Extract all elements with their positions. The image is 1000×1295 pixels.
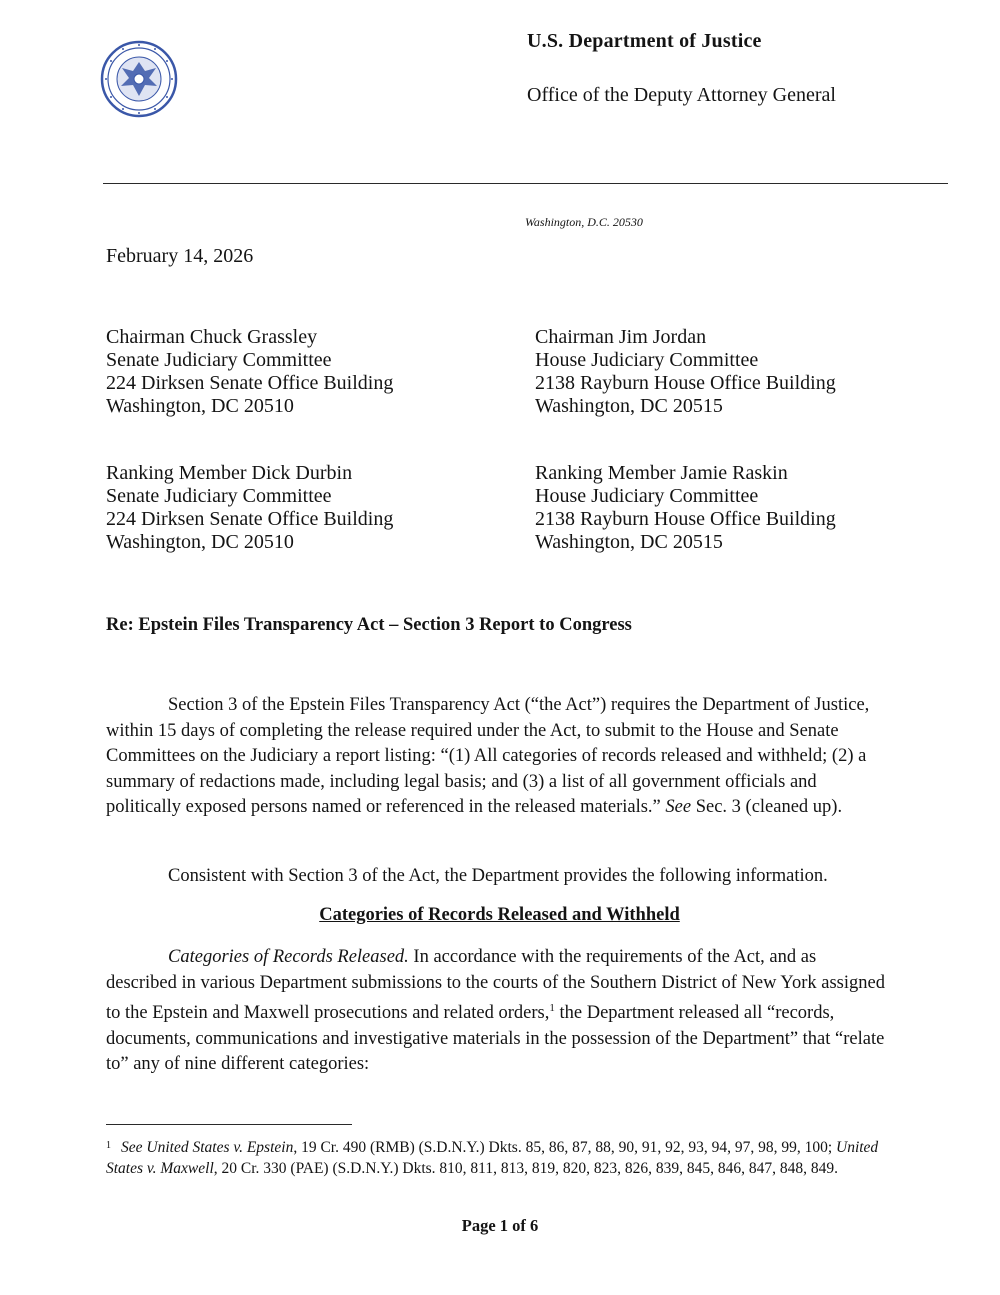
page-number: Page 1 of 6 xyxy=(461,1216,539,1235)
paragraph-lead: Categories of Records Released. xyxy=(168,947,409,967)
recipient-committee: House Judiciary Committee xyxy=(535,349,759,371)
footnote-text: , 19 Cr. 490 (RMB) (S.D.N.Y.) Dkts. 85, 86, 87, 88, 90, 91, 92, 93, 94, 97, 98, 99, 100; xyxy=(293,1139,836,1156)
case-name: United States v. Epstein xyxy=(146,1139,294,1156)
office-name: Office of the Deputy Attorney General xyxy=(527,84,836,106)
body-paragraph-1 xyxy=(106,693,882,821)
recipient-name: Ranking Member Jamie Raskin xyxy=(535,462,788,484)
recipient-building: 224 Dirksen Senate Office Building xyxy=(106,508,394,530)
paragraph-text: Section 3 of the Epstein Files Transparency Act (“the Act”) requires the Department of Justice, within 15 days of completing the release required under the Act, to submit to the House and Senate Committees on the Judiciary a report listing: “(1) All categories of records released and withheld; (2) a summary of redactions made, including legal basis; and (3) a list of all government officials and politically exposed persons named or referenced in the released materials.” xyxy=(106,695,870,817)
footnote-divider xyxy=(106,1124,352,1125)
paragraph-text: In accordance with the requirements of the Act, and as described in various Department submissions to the courts of the Southern District of New York assigned to the Epstein and Maxwell prosecutions and related orders, xyxy=(106,947,885,1024)
section-heading: Categories of Records Released and Withheld xyxy=(319,905,680,925)
recipient-address-block xyxy=(535,462,836,554)
doj-seal-icon xyxy=(100,40,178,118)
body-paragraph-2 xyxy=(106,864,906,890)
recipient-address-block xyxy=(106,462,393,554)
header-divider xyxy=(103,183,948,184)
footnote-text: , 20 Cr. 330 (PAE) (S.D.N.Y.) Dkts. 810, 811, 813, 819, 820, 823, 826, 839, 845, 846, 847, 848, 849. xyxy=(213,1160,838,1177)
paragraph-text: Consistent with Section 3 of the Act, the Department provides the following information. xyxy=(168,866,828,886)
recipient-name: Chairman Chuck Grassley xyxy=(106,326,318,348)
recipient-building: 2138 Rayburn House Office Building xyxy=(535,372,836,394)
agency-name: U.S. Department of Justice xyxy=(527,30,762,52)
citation-signal: See xyxy=(121,1139,143,1156)
recipient-address-block xyxy=(106,326,393,418)
letterhead-city: Washington, D.C. 20530 xyxy=(525,215,643,229)
letter-date: February 14, 2026 xyxy=(106,245,254,267)
recipient-city: Washington, DC 20515 xyxy=(535,395,723,417)
footnote xyxy=(106,1137,918,1179)
recipient-city: Washington, DC 20510 xyxy=(106,395,294,417)
subject-line: Re: Epstein Files Transparency Act – Section 3 Report to Congress xyxy=(106,615,632,635)
recipient-name: Ranking Member Dick Durbin xyxy=(106,462,353,484)
footnote-reference: 1 xyxy=(549,1002,555,1014)
recipient-building: 2138 Rayburn House Office Building xyxy=(535,508,836,530)
recipient-address-block xyxy=(535,326,836,418)
recipient-committee: House Judiciary Committee xyxy=(535,485,759,507)
recipient-city: Washington, DC 20515 xyxy=(535,531,723,553)
body-paragraph-3 xyxy=(106,945,889,1078)
recipient-committee: Senate Judiciary Committee xyxy=(106,485,332,507)
recipient-building: 224 Dirksen Senate Office Building xyxy=(106,372,394,394)
case-name: United States v. Maxwell xyxy=(106,1139,879,1177)
paragraph-text: the Department released all “records, documents, communications and investigative materials in the possession of the Department” that “relate to” any of nine different categories: xyxy=(106,1003,885,1075)
recipient-committee: Senate Judiciary Committee xyxy=(106,349,332,371)
recipient-name: Chairman Jim Jordan xyxy=(535,326,707,348)
paragraph-text: Sec. 3 (cleaned up). xyxy=(691,797,843,817)
recipient-city: Washington, DC 20510 xyxy=(106,531,294,553)
footnote-mark: 1 xyxy=(106,1140,111,1151)
citation-signal: See xyxy=(665,797,692,817)
